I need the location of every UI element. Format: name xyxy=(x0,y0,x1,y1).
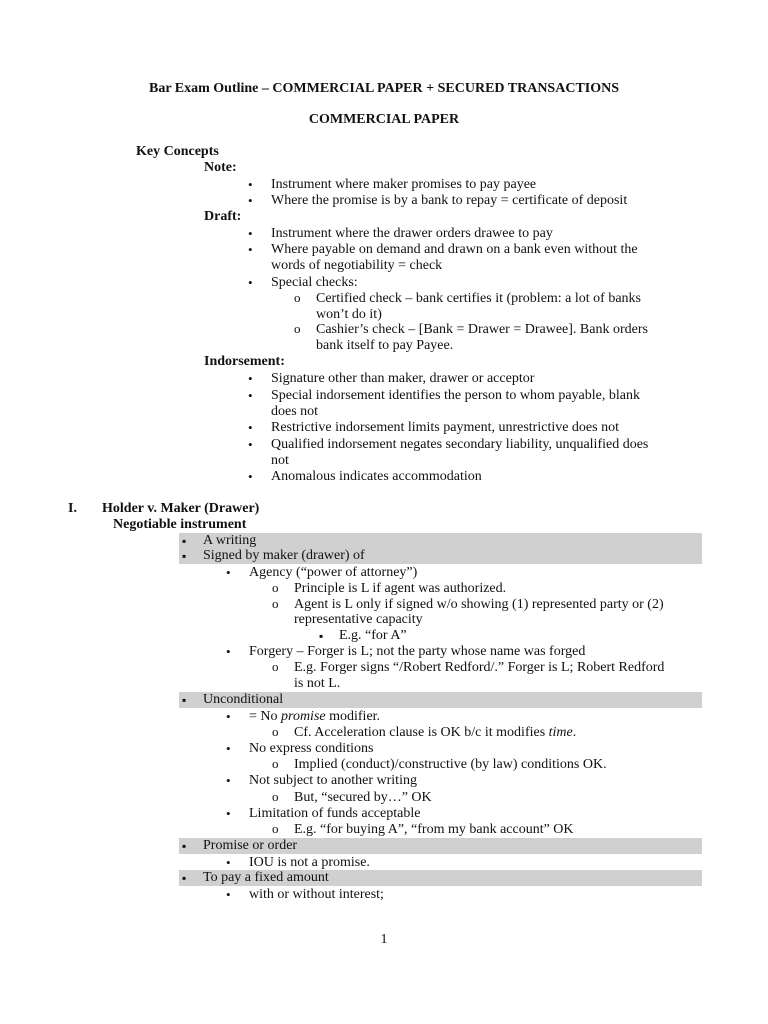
list-item-label: Unconditional xyxy=(203,692,284,707)
list-item-label: To pay a fixed amount xyxy=(203,870,329,885)
square-bullet-icon: ▪ xyxy=(182,534,187,548)
highlighted-list-item xyxy=(179,533,702,549)
square-bullet-icon: ▪ xyxy=(182,871,187,885)
sub-sub-list-item: ▪ E.g. “for A” xyxy=(339,628,407,644)
list-item: • Not subject to another writing xyxy=(249,773,417,789)
list-item: • Agency (“power of attorney”) xyxy=(249,565,417,581)
key-concepts-heading: Key Concepts xyxy=(136,144,219,159)
list-item: • IOU is not a promise. xyxy=(249,855,370,871)
page-number: 1 xyxy=(380,932,388,947)
sub-list-item: o Agent is L only if signed w/o showing (1) represented party or (2) xyxy=(294,597,664,613)
list-item-continuation: does not xyxy=(271,404,319,419)
list-item: • Where the promise is by a bank to repay = certificate of deposit xyxy=(271,193,627,209)
list-item: • Forgery – Forger is L; not the party whose name was forged xyxy=(249,644,585,660)
list-item: • Restrictive indorsement limits payment, unrestrictive does not xyxy=(271,420,619,436)
sub-list-item: o Cashier’s check – [Bank = Drawer = Drawee]. Bank orders xyxy=(316,322,648,338)
draft-label: Draft: xyxy=(204,209,242,224)
sub-list-item: o Certified check – bank certifies it (problem: a lot of banks xyxy=(316,291,641,307)
sub-list-item: o Cf. Acceleration clause is OK b/c it modifies time. xyxy=(294,725,576,741)
list-item: • with or without interest; xyxy=(249,887,384,903)
square-bullet-icon: ▪ xyxy=(182,549,187,563)
sub-list-item-continuation: representative capacity xyxy=(294,612,423,627)
section-numeral: I. xyxy=(68,501,77,516)
sub-list-item: o E.g. Forger signs “/Robert Redford/.” Forger is L; Robert Redford xyxy=(294,660,664,676)
document-title: Bar Exam Outline – COMMERCIAL PAPER + SECURED TRANSACTIONS xyxy=(148,81,620,96)
sub-list-item-continuation: won’t do it) xyxy=(316,307,382,322)
section-one-heading: Holder v. Maker (Drawer) xyxy=(102,501,260,516)
square-bullet-icon: ▪ xyxy=(182,839,187,853)
list-item: • Instrument where the drawer orders drawee to pay xyxy=(271,226,553,242)
note-label: Note: xyxy=(204,160,237,175)
section-heading: COMMERCIAL PAPER xyxy=(308,112,460,127)
highlighted-list-item xyxy=(179,692,702,708)
sub-list-item: o Implied (conduct)/constructive (by law) conditions OK. xyxy=(294,757,607,773)
list-item: • = No promise modifier. xyxy=(249,709,380,725)
indorsement-label: Indorsement: xyxy=(204,354,285,369)
list-item-label: A writing xyxy=(203,533,257,548)
sub-list-item: o E.g. “for buying A”, “from my bank account” OK xyxy=(294,822,574,838)
sub-list-item: o Principle is L if agent was authorized. xyxy=(294,581,506,597)
highlighted-list-item xyxy=(179,870,702,886)
highlighted-list-item xyxy=(179,838,702,854)
negotiable-instrument-heading: Negotiable instrument xyxy=(113,517,247,532)
list-item-label: Signed by maker (drawer) of xyxy=(203,548,365,563)
list-item: • Where payable on demand and drawn on a bank even without the xyxy=(271,242,638,258)
list-item: • Special indorsement identifies the person to whom payable, blank xyxy=(271,388,640,404)
list-item: • Signature other than maker, drawer or acceptor xyxy=(271,371,534,387)
list-item: • Anomalous indicates accommodation xyxy=(271,469,482,485)
sub-list-item-continuation: bank itself to pay Payee. xyxy=(316,338,454,353)
list-item: • Special checks: xyxy=(271,275,358,291)
list-item-continuation: not xyxy=(271,453,289,468)
list-item: • Instrument where maker promises to pay payee xyxy=(271,177,536,193)
square-bullet-icon: ▪ xyxy=(182,693,187,707)
highlighted-list-item xyxy=(179,548,702,564)
list-item-label: Promise or order xyxy=(203,838,298,853)
list-item: • Qualified indorsement negates secondary liability, unqualified does xyxy=(271,437,648,453)
list-item: • Limitation of funds acceptable xyxy=(249,806,420,822)
list-item-continuation: words of negotiability = check xyxy=(271,258,443,273)
list-item: • No express conditions xyxy=(249,741,373,757)
sub-list-item: o But, “secured by…” OK xyxy=(294,790,432,806)
sub-list-item-continuation: is not L. xyxy=(294,676,341,691)
